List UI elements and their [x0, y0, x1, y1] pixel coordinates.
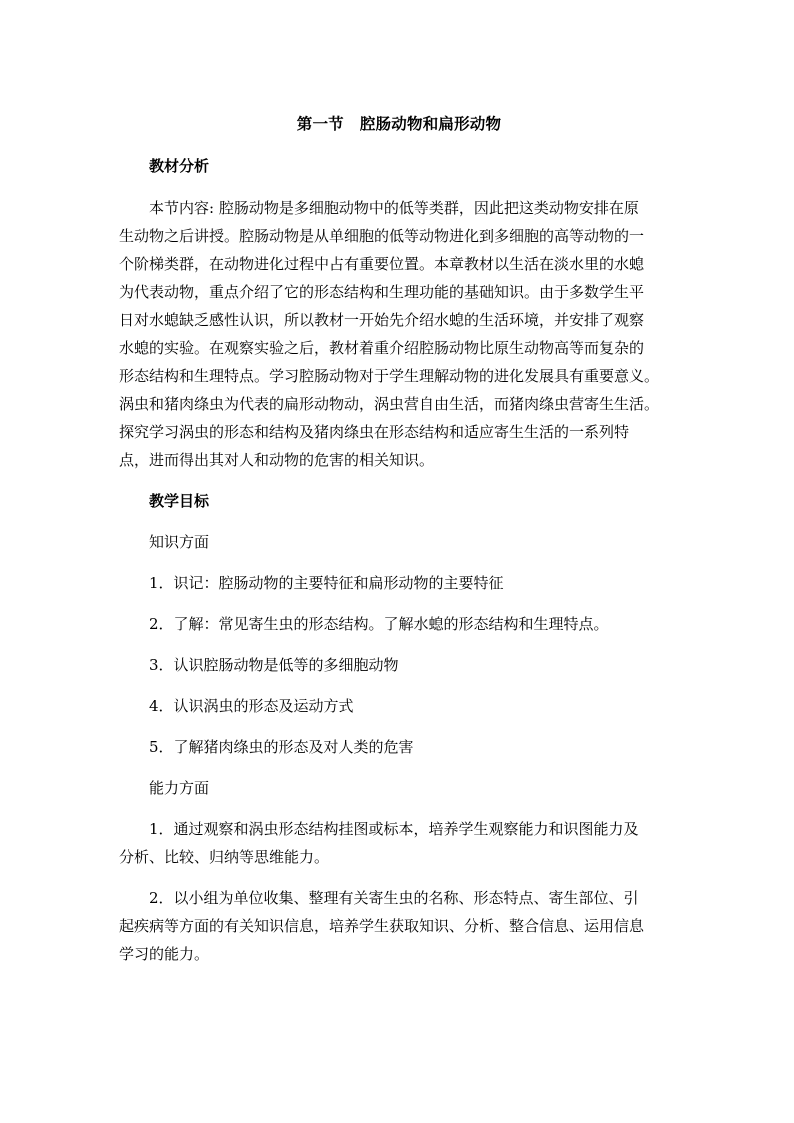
spacer	[119, 597, 679, 610]
section-heading-goals: 教学目标	[149, 492, 210, 510]
spacer	[119, 474, 679, 487]
ability-item	[119, 815, 679, 871]
spacer	[119, 556, 679, 569]
title-section-number: 第一节	[296, 114, 344, 133]
spacer	[119, 515, 679, 528]
spacer	[119, 871, 679, 884]
analysis-line: 水螅的实验。在观察实验之后，教材着重介绍腔肠动物比原生动物高等而复杂的	[119, 339, 645, 357]
knowledge-item: 4．认识涡虫的形态及运动方式	[149, 697, 354, 715]
knowledge-item: 1．识记：腔肠动物的主要特征和扁形动物的主要特征	[149, 574, 504, 592]
analysis-line: 本节内容: 腔肠动物是多细胞动物中的低等类群，因此把这类动物安排在原	[149, 199, 639, 217]
analysis-line: 生动物之后讲授。腔肠动物是从单细胞的低等动物进化到多细胞的高等动物的一	[119, 227, 645, 245]
ability-line: 分析、比较、归纳等思维能力。	[119, 848, 330, 866]
page-title	[119, 110, 679, 138]
spacer	[119, 802, 679, 815]
knowledge-item: 2．了解：常见寄生虫的形态结构。了解水螅的形态结构和生理特点。	[149, 615, 609, 633]
spacer	[119, 180, 679, 194]
subheading-ability: 能力方面	[149, 779, 210, 797]
spacer	[119, 679, 679, 692]
knowledge-item: 5．了解猪肉绦虫的形态及对人类的危害	[149, 738, 414, 756]
analysis-line: 形态结构和生理特点。学习腔肠动物对于学生理解动物的进化发展具有重要意义。	[119, 367, 660, 385]
analysis-line: 日对水螅缺乏感性认识，所以教材一开始先介绍水螅的生活环境，并安排了观察	[119, 311, 645, 329]
spacer	[119, 138, 679, 152]
analysis-paragraph	[119, 194, 679, 474]
ability-line: 学习的能力。	[119, 945, 210, 963]
knowledge-item: 3．认识腔肠动物是低等的多细胞动物	[149, 656, 399, 674]
analysis-line: 点，进而得出其对人和动物的危害的相关知识。	[119, 451, 435, 469]
spacer	[119, 638, 679, 651]
section-heading-analysis: 教材分析	[149, 157, 210, 175]
spacer	[119, 720, 679, 733]
analysis-line: 涡虫和猪肉绦虫为代表的扁形动物动，涡虫营自由生活，而猪肉绦虫营寄生生活。	[119, 395, 660, 413]
ability-item	[119, 884, 679, 968]
ability-line: 起疾病等方面的有关知识信息，培养学生获取知识、分析、整合信息、运用信息	[119, 917, 645, 935]
document-content	[119, 110, 679, 968]
ability-line: 2．以小组为单位收集、整理有关寄生虫的名称、形态特点、寄生部位、引	[149, 889, 639, 907]
subheading-knowledge: 知识方面	[149, 533, 210, 551]
spacer	[119, 761, 679, 774]
analysis-line: 个阶梯类群，在动物进化过程中占有重要位置。本章教材以生活在淡水里的水螅	[119, 255, 645, 273]
analysis-line: 为代表动物，重点介绍了它的形态结构和生理功能的基础知识。由于多数学生平	[119, 283, 645, 301]
analysis-line: 探究学习涡虫的形态和结构及猪肉绦虫在形态结构和适应寄生生活的一系列特	[119, 423, 630, 441]
title-text: 腔肠动物和扁形动物	[359, 114, 502, 133]
ability-line: 1．通过观察和涡虫形态结构挂图或标本，培养学生观察能力和识图能力及	[149, 820, 639, 838]
